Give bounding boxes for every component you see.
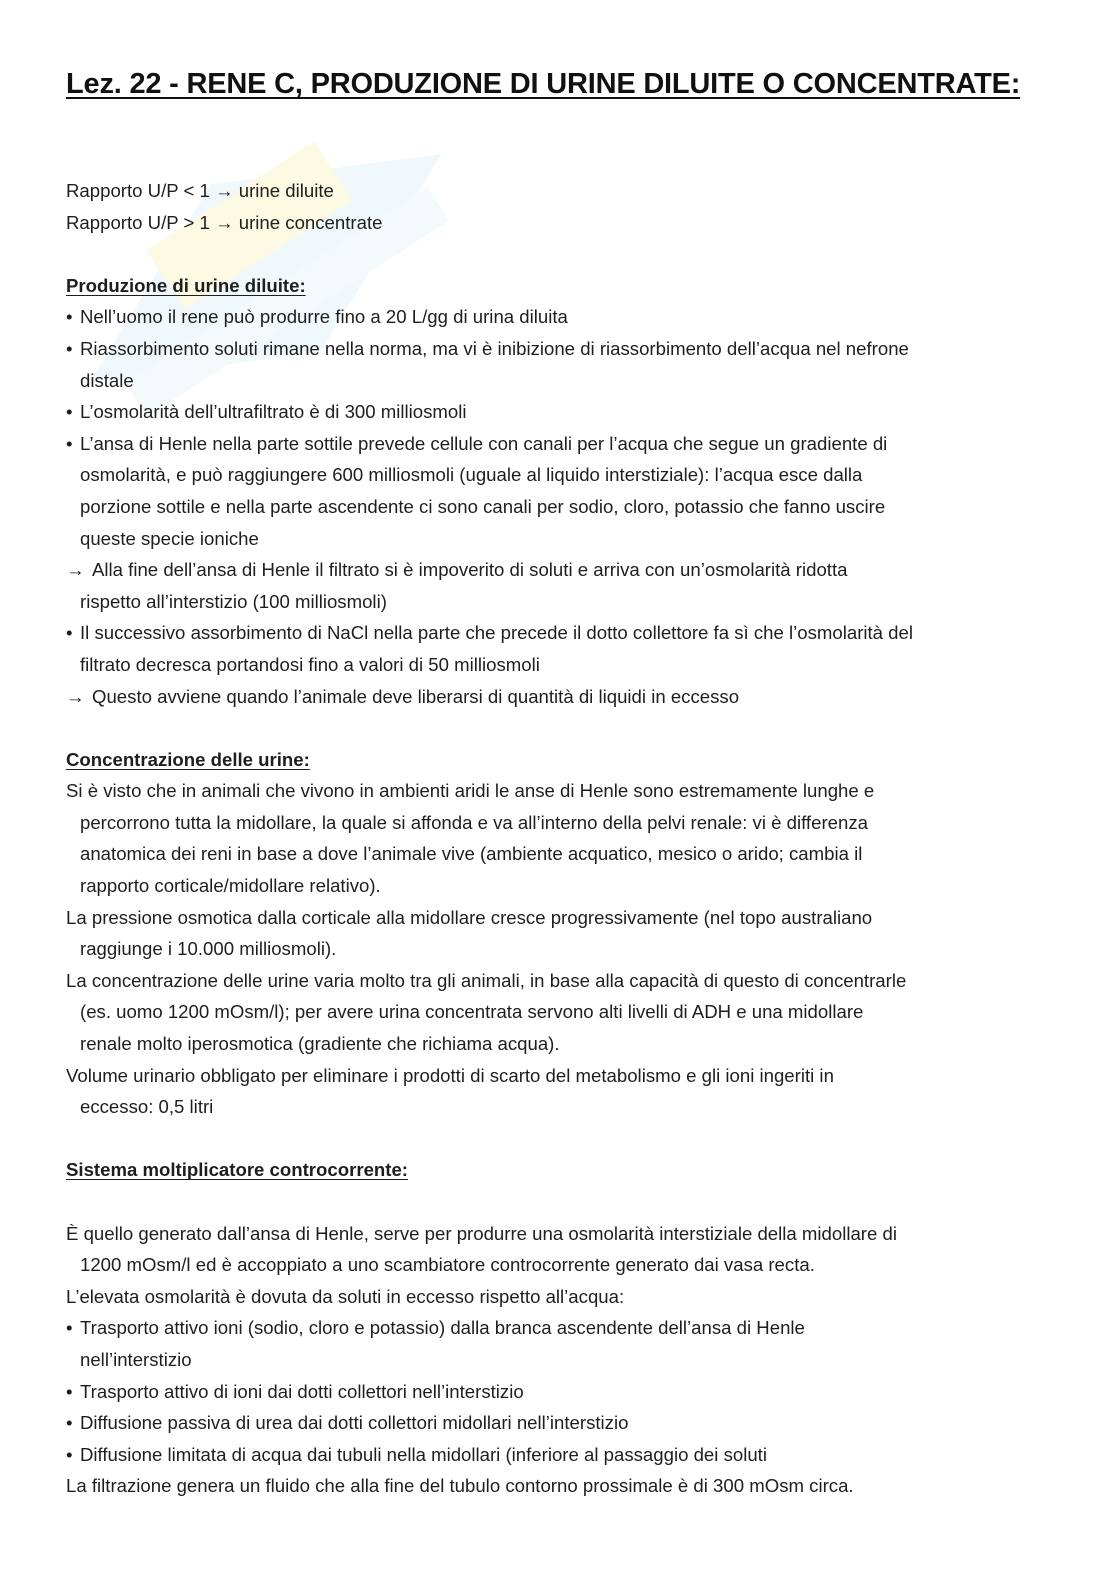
ratio-line: Rapporto U/P < 1 → urine diluite — [66, 180, 334, 201]
paragraph-continuation: eccesso: 0,5 litri — [80, 1096, 214, 1118]
paragraph-line: È quello generato dall’ansa di Henle, serve per produrre una osmolarità interstiziale della midollare di — [66, 1222, 897, 1244]
paragraph-continuation: anatomica dei reni in base a dove l’animale vive (ambiente acquatico, mesico o arido; cambia il — [80, 843, 863, 865]
list-item: • L’ansa di Henle nella parte sottile prevede cellule con canali per l’acqua che segue un gradiente di — [66, 428, 1016, 460]
list-item: • Trasporto attivo ioni (sodio, cloro e potassio) dalla branca ascendente dell’ansa di Henle — [66, 1312, 1016, 1344]
list-item-continuation: filtrato decresca portandosi fino a valori di 50 milliosmoli — [80, 653, 540, 675]
list-item-continuation: osmolarità, e può raggiungere 600 milliosmoli (uguale al liquido interstiziale): l’acqua esce dalla — [80, 464, 863, 486]
paragraph-continuation: renale molto iperosmotica (gradiente che richiama acqua). — [80, 1033, 560, 1055]
list-item-continuation: queste specie ioniche — [80, 527, 259, 549]
list-item: • Nell’uomo il rene può produrre fino a 20 L/gg di urina diluita — [66, 301, 1016, 333]
paragraph-continuation: percorrono tutta la midollare, la quale si affonda e va all’interno della pelvi renale: vi è differenza — [80, 811, 868, 833]
list-item: • L’osmolarità dell’ultrafiltrato è di 300 milliosmoli — [66, 396, 1016, 428]
list-item: • Riassorbimento soluti rimane nella norma, ma vi è inibizione di riassorbimento dell’acqua nel nefrone — [66, 333, 1016, 365]
paragraph-line: L’elevata osmolarità è dovuta da soluti in eccesso rispetto all’acqua: — [66, 1285, 625, 1307]
paragraph-continuation: 1200 mOsm/l ed è accoppiato a uno scambiatore controcorrente generato dai vasa recta. — [80, 1254, 815, 1276]
list-item-continuation: porzione sottile e nella parte ascendente ci sono canali per sodio, cloro, potassio che fanno uscire — [80, 495, 886, 517]
paragraph-line: Volume urinario obbligato per eliminare i prodotti di scarto del metabolismo e gli ioni ingeriti in — [66, 1064, 834, 1086]
list-item-continuation: nell’interstizio — [80, 1348, 192, 1370]
section-heading-concentrazione: Concentrazione delle urine: — [66, 748, 310, 770]
list-item: • Trasporto attivo di ioni dai dotti collettori nell’interstizio — [66, 1376, 1016, 1408]
list-item-continuation: distale — [80, 369, 134, 391]
paragraph-line: La pressione osmotica dalla corticale alla midollare cresce progressivamente (nel topo australiano — [66, 906, 873, 928]
arrow-item-continuation: rispetto all’interstizio (100 milliosmoli) — [80, 590, 387, 612]
paragraph-continuation: raggiunge i 10.000 milliosmoli). — [80, 938, 337, 960]
list-item: • Il successivo assorbimento di NaCl nella parte che precede il dotto collettore fa sì che l’osmolarità del — [66, 617, 1016, 649]
list-item: • Diffusione limitata di acqua dai tubuli nella midollari (inferiore al passaggio dei soluti — [66, 1439, 1016, 1471]
section-heading-urine-diluite: Produzione di urine diluite: — [66, 274, 306, 296]
paragraph-line: Si è visto che in animali che vivono in ambienti aridi le anse di Henle sono estremamente lunghe e — [66, 780, 875, 802]
ratio-line: Rapporto U/P > 1 → urine concentrate — [66, 211, 383, 233]
document-body — [66, 175, 1016, 1502]
paragraph-continuation: (es. uomo 1200 mOsm/l); per avere urina concentrata servono alti livelli di ADH e una midollare — [80, 1001, 864, 1023]
paragraph-continuation: rapporto corticale/midollare relativo). — [80, 875, 381, 897]
arrow-item: → Questo avviene quando l’animale deve liberarsi di quantità di liquidi in eccesso — [66, 681, 1016, 713]
paragraph-line: La filtrazione genera un fluido che alla fine del tubulo contorno prossimale è di 300 mOsm circa. — [66, 1475, 854, 1497]
section-heading-moltiplicatore: Sistema moltiplicatore controcorrente: — [66, 1159, 408, 1181]
list-item: • Diffusione passiva di urea dai dotti collettori midollari nell’interstizio — [66, 1407, 1016, 1439]
arrow-item: → Alla fine dell’ansa di Henle il filtrato si è impoverito di soluti e arriva con un’osmolarità ridotta — [66, 554, 1016, 586]
paragraph-line: La concentrazione delle urine varia molto tra gli animali, in base alla capacità di questo di concentrarle — [66, 969, 907, 991]
page-title: Lez. 22 - RENE C, PRODUZIONE DI URINE DILUITE O CONCENTRATE: — [66, 68, 1021, 100]
